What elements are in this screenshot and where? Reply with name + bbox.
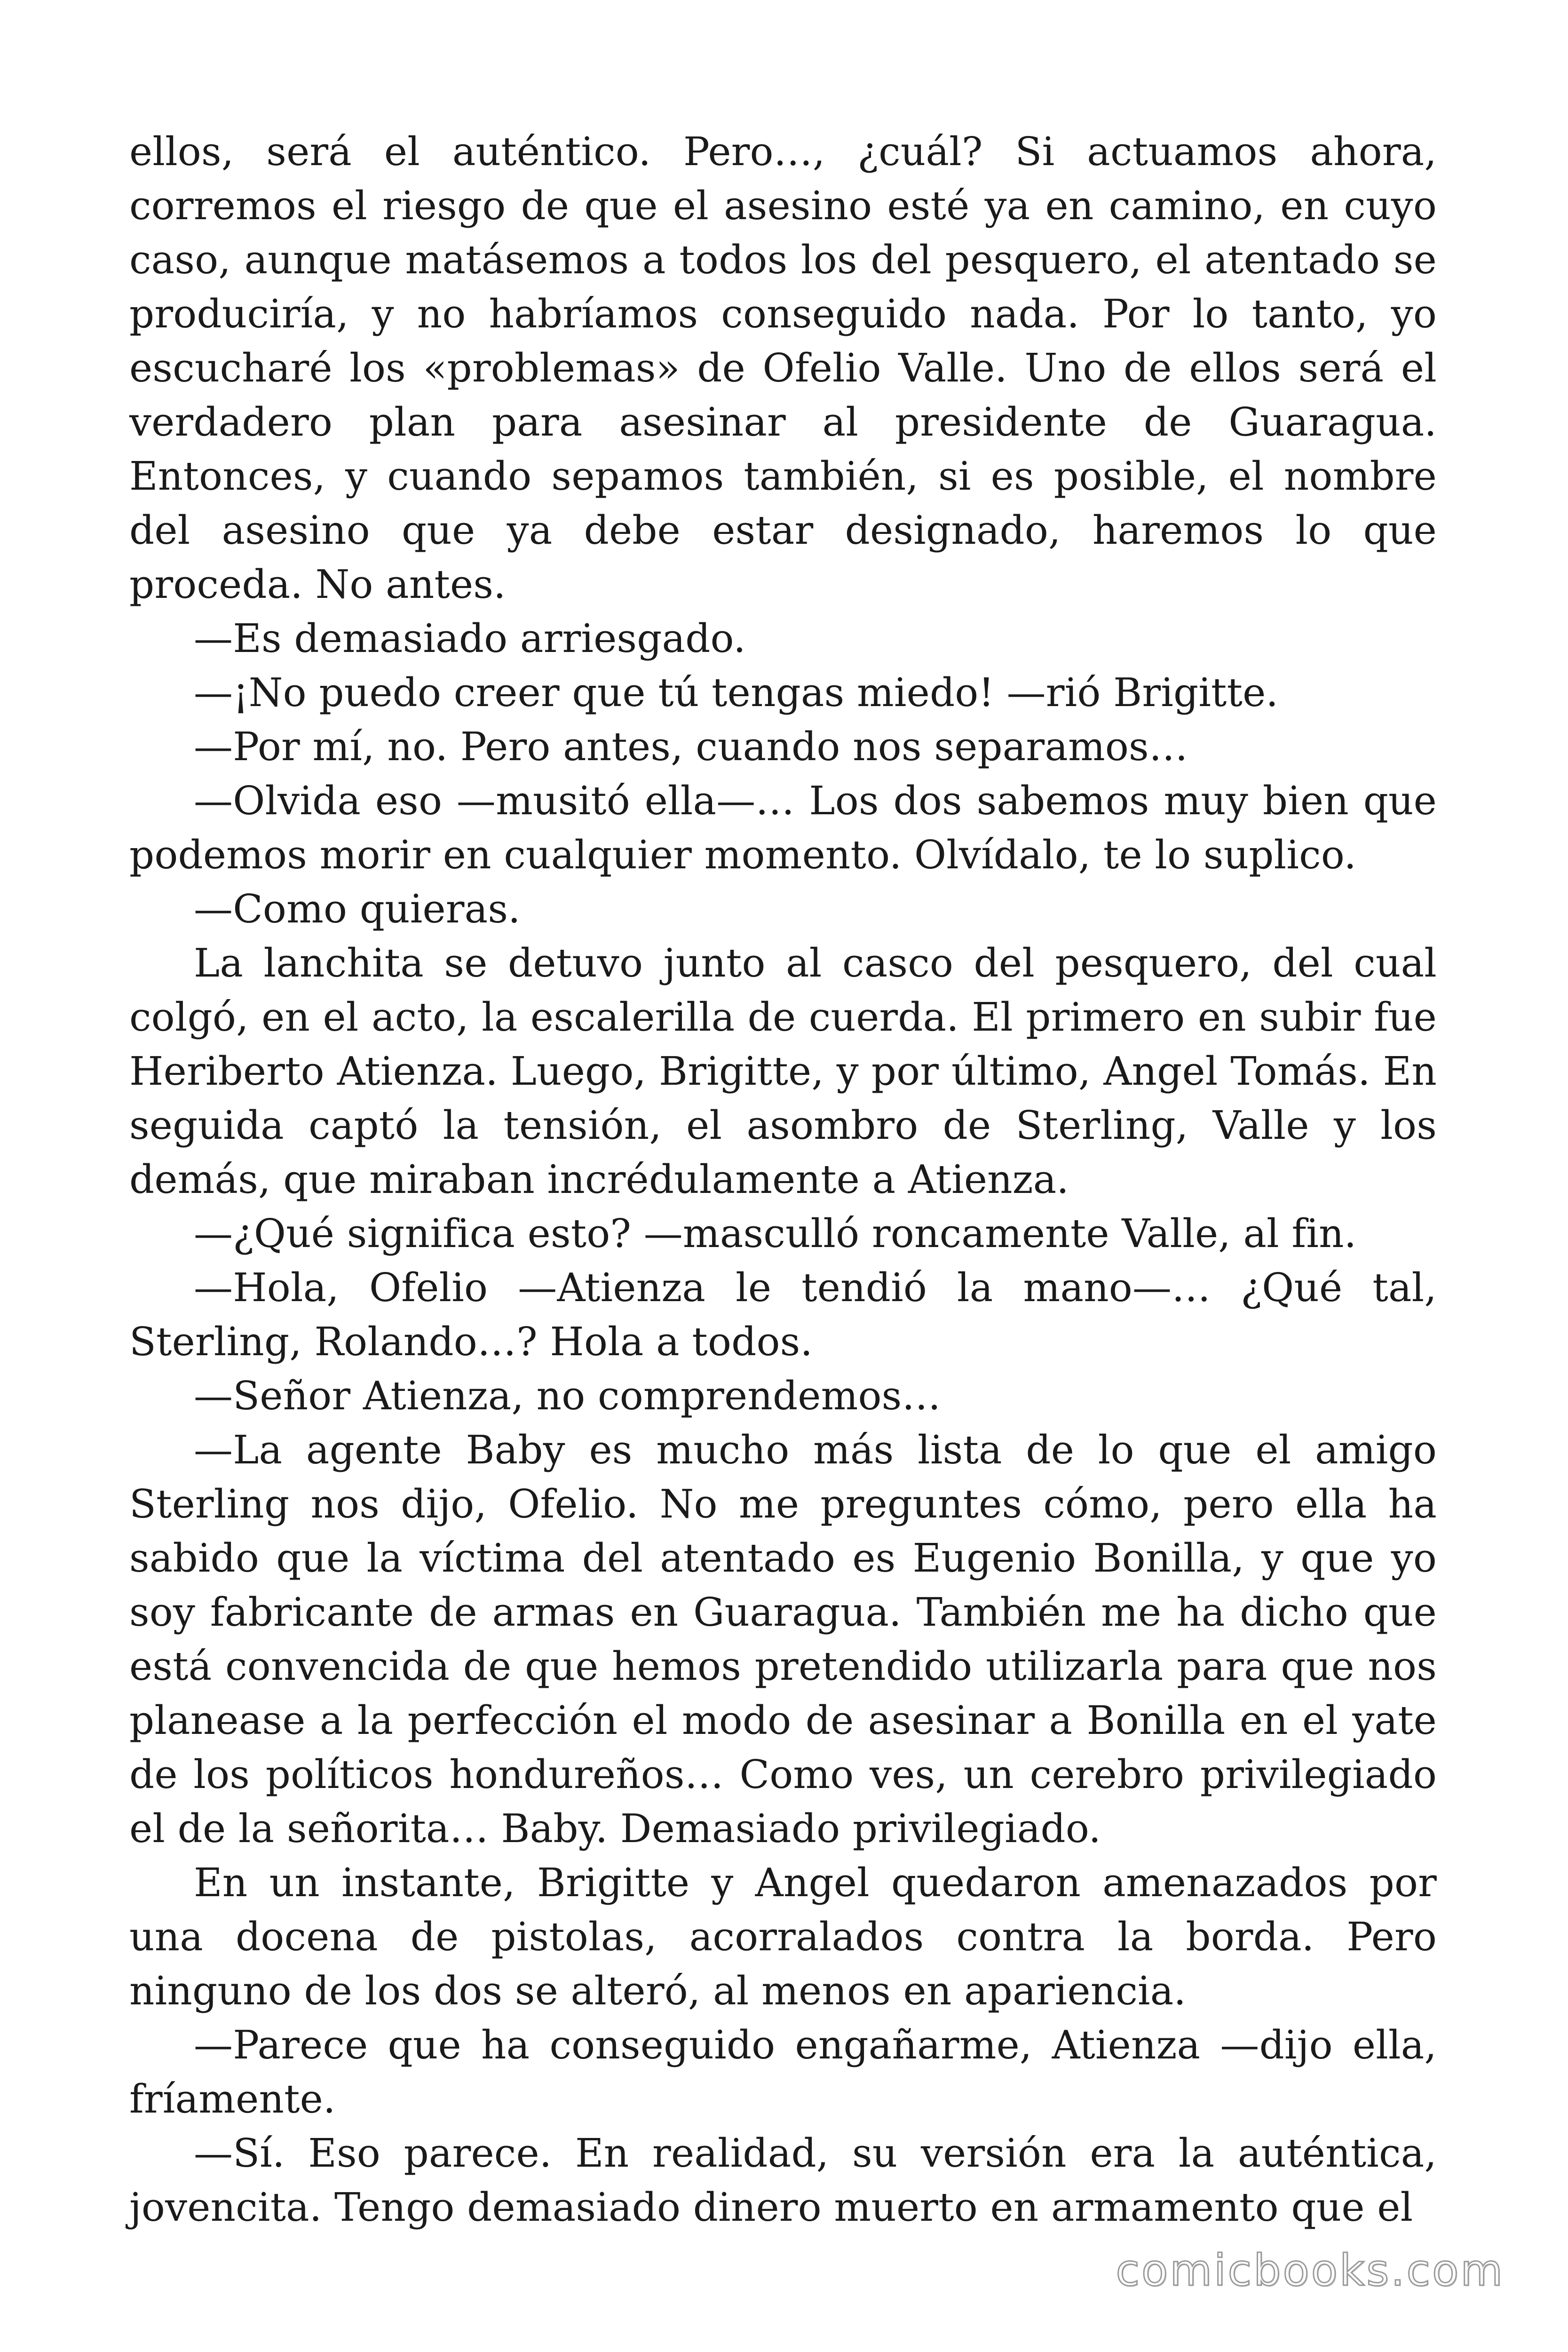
watermark: comicbooks.com	[1116, 2245, 1505, 2296]
paragraph: —Es demasiado arriesgado.	[194, 616, 746, 661]
paragraph: —Señor Atienza, no comprendemos…	[194, 1373, 941, 1419]
paragraph: La lanchita se detuvo junto al casco del pesquero, del cual colgó, en el acto, la escalerilla de cuerda. El primero en subir fue Heriberto Atienza. Luego, Brigitte, y por último, Angel Tomás. En seguida captó la tensión, el asombro de Sterling, Valle y los demás, que miraban incrédulamente a Atienza.	[129, 940, 1437, 1202]
paragraph: En un instante, Brigitte y Angel quedaron amenazados por una docena de pistolas, acorralados contra la borda. Pero ninguno de los dos se alteró, al menos en apariencia.	[129, 1860, 1437, 2014]
paragraph: —Hola, Ofelio —Atienza le tendió la mano—… ¿Qué tal, Sterling, Rolando…? Hola a todos.	[129, 1265, 1437, 1365]
paragraph: —Sí. Eso parece. En realidad, su versión era la auténtica, jovencita. Tengo demasiado dinero muerto en armamento que el	[129, 2130, 1437, 2230]
paragraph: ellos, será el auténtico. Pero…, ¿cuál? Si actuamos ahora, corremos el riesgo de que el asesino esté ya en camino, en cuyo caso, aunque matásemos a todos los del pesquero, el atentado se produciría, y no habríamos conseguido nada. Por lo tanto, yo escucharé los «problemas» de Ofelio Valle. Uno de ellos será el verdadero plan para asesinar al presidente de Guaragua. Entonces, y cuando sepamos también, si es posible, el nombre del asesino que ya debe estar designado, haremos lo que proceda. No antes.	[129, 129, 1437, 607]
paragraph: —Olvida eso —musitó ella—… Los dos sabemos muy bien que podemos morir en cualquier momento. Olvídalo, te lo suplico.	[129, 778, 1437, 878]
paragraph: —Por mí, no. Pero antes, cuando nos separamos…	[194, 724, 1188, 770]
paragraph: —¡No puedo creer que tú tengas miedo! —rió Brigitte.	[194, 670, 1279, 715]
paragraph: —La agente Baby es mucho más lista de lo que el amigo Sterling nos dijo, Ofelio. No me preguntes cómo, pero ella ha sabido que la víctima del atentado es Eugenio Bonilla, y que yo soy fabricante de armas en Guaragua. También me ha dicho que está convencida de que hemos pretendido utilizarla para que nos planease a la perfección el modo de asesinar a Bonilla en el yate de los políticos hondureños… Como ves, un cerebro privilegiado el de la señorita… Baby. Demasiado privilegiado.	[129, 1427, 1437, 1851]
paragraph: —Parece que ha conseguido engañarme, Atienza —dijo ella, fríamente.	[129, 2022, 1437, 2122]
book-page	[129, 125, 1437, 2270]
paragraph: —Como quieras.	[194, 886, 521, 932]
paragraph: —¿Qué significa esto? —masculló roncamente Valle, al fin.	[194, 1211, 1357, 1256]
